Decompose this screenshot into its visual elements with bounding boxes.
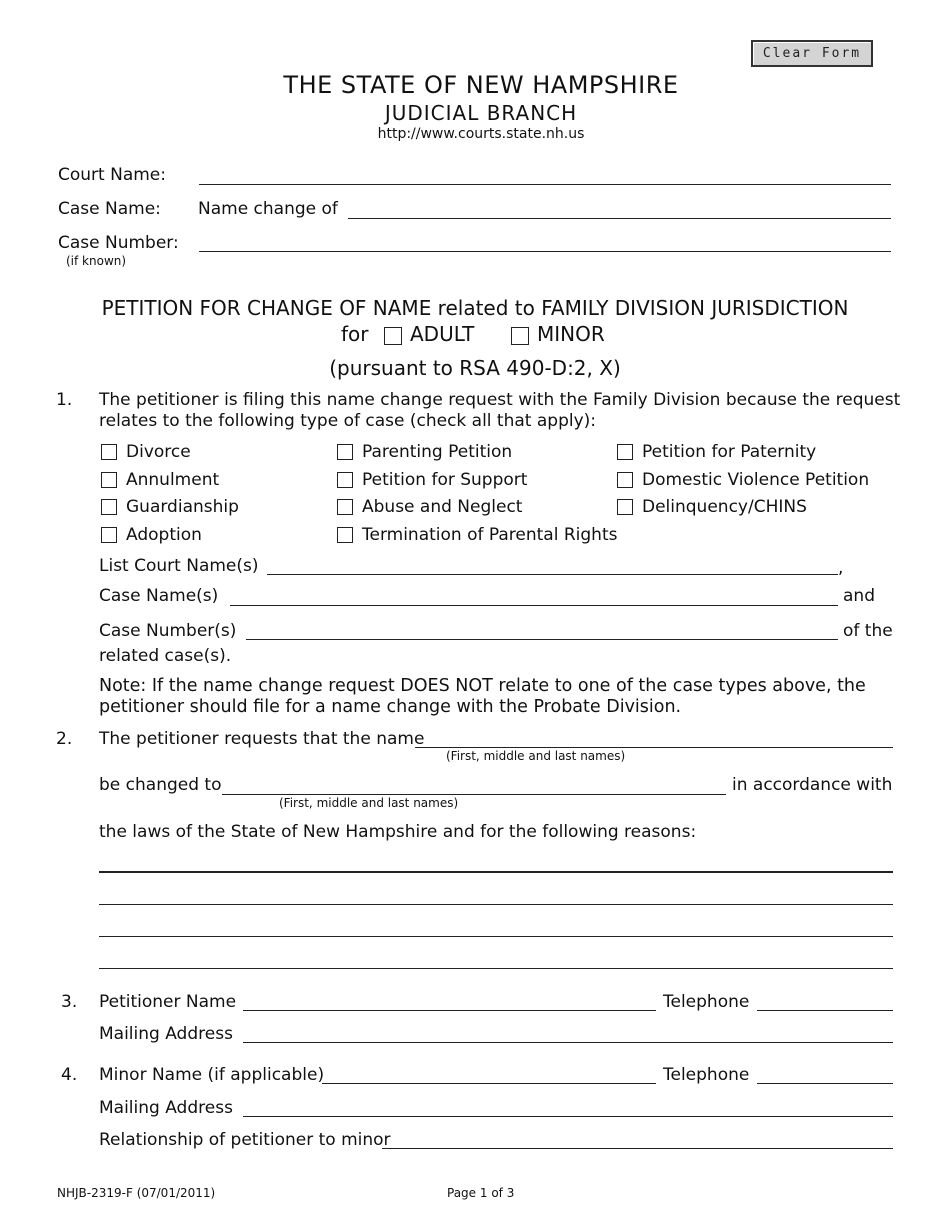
list-court-label: List Court Name(s): [99, 556, 259, 576]
list-court-field[interactable]: [267, 574, 838, 575]
branch-heading: JUDICIAL BRANCH: [384, 101, 578, 125]
case-number-field[interactable]: [199, 251, 891, 252]
case-numbers-label: Case Number(s): [99, 621, 237, 641]
petitioner-telephone-label: Telephone: [663, 992, 750, 1012]
section-3-number: 3.: [61, 992, 78, 1012]
guardianship-checkbox[interactable]: [101, 499, 117, 515]
relationship-label: Relationship of petitioner to minor: [99, 1130, 391, 1150]
section-1-text-1: The petitioner is filing this name change request with the Family Division because the request: [99, 390, 901, 410]
divorce-label: Divorce: [126, 442, 191, 462]
delinquency-chins-checkbox[interactable]: [617, 499, 633, 515]
petition-for-support-checkbox[interactable]: [337, 472, 353, 488]
court-url: http://www.courts.state.nh.us: [377, 126, 585, 142]
current-name-hint: (First, middle and last names): [446, 749, 626, 763]
annulment-checkbox[interactable]: [101, 472, 117, 488]
case-numbers-field[interactable]: [246, 639, 838, 640]
reasons-line-1[interactable]: [99, 871, 893, 873]
petitioner-name-label: Petitioner Name: [99, 992, 237, 1012]
section-4-number: 4.: [61, 1065, 78, 1085]
case-names-label: Case Name(s): [99, 586, 219, 606]
in-accordance-text: in accordance with: [732, 775, 893, 795]
termination-parental-rights-checkbox[interactable]: [337, 527, 353, 543]
minor-label: MINOR: [537, 322, 605, 346]
petitioner-mailing-label: Mailing Address: [99, 1024, 233, 1044]
note-line-2: petitioner should file for a name change with the Probate Division.: [99, 697, 682, 717]
guardianship-label: Guardianship: [126, 497, 239, 517]
minor-checkbox[interactable]: [511, 327, 529, 345]
case-names-field[interactable]: [230, 605, 838, 606]
minor-mailing-label: Mailing Address: [99, 1098, 233, 1118]
relationship-field[interactable]: [382, 1148, 893, 1149]
reasons-line-4[interactable]: [99, 968, 893, 969]
termination-parental-rights-label: Termination of Parental Rights: [362, 525, 618, 545]
changed-to-text: be changed to: [99, 775, 222, 795]
form-id: NHJB-2319-F (07/01/2011): [57, 1186, 216, 1200]
minor-mailing-field[interactable]: [243, 1116, 893, 1117]
adoption-checkbox[interactable]: [101, 527, 117, 543]
petition-title: PETITION FOR CHANGE OF NAME related to FAMILY DIVISION JURISDICTION: [101, 296, 849, 320]
of-the-text: of the: [843, 621, 893, 641]
petition-for-support-label: Petition for Support: [362, 470, 528, 490]
reasons-line-2[interactable]: [99, 904, 893, 905]
domestic-violence-label: Domestic Violence Petition: [642, 470, 870, 490]
minor-name-field[interactable]: [322, 1083, 656, 1084]
petitioner-mailing-field[interactable]: [243, 1042, 893, 1043]
case-name-prefix: Name change of: [198, 199, 338, 219]
petition-paternity-label: Petition for Paternity: [642, 442, 817, 462]
adoption-label: Adoption: [126, 525, 202, 545]
state-heading: THE STATE OF NEW HAMPSHIRE: [283, 71, 679, 99]
court-name-label: Court Name:: [58, 165, 166, 185]
petition-paternity-checkbox[interactable]: [617, 444, 633, 460]
new-name-field[interactable]: [222, 794, 726, 795]
parenting-petition-label: Parenting Petition: [362, 442, 513, 462]
adult-checkbox[interactable]: [384, 327, 402, 345]
domestic-violence-checkbox[interactable]: [617, 472, 633, 488]
and-text: and: [843, 586, 875, 606]
minor-name-label: Minor Name (if applicable): [99, 1065, 325, 1085]
comma-text: ,: [838, 558, 844, 578]
requests-text: The petitioner requests that the name: [99, 729, 425, 749]
if-known-note: (if known): [66, 254, 127, 268]
case-name-field[interactable]: [348, 218, 891, 219]
divorce-checkbox[interactable]: [101, 444, 117, 460]
abuse-neglect-checkbox[interactable]: [337, 499, 353, 515]
petitioner-name-field[interactable]: [243, 1010, 656, 1011]
page-number: Page 1 of 3: [447, 1186, 515, 1200]
annulment-label: Annulment: [126, 470, 220, 490]
current-name-field[interactable]: [415, 747, 893, 748]
delinquency-chins-label: Delinquency/CHINS: [642, 497, 807, 517]
case-name-label: Case Name:: [58, 199, 161, 219]
for-label: for: [341, 322, 369, 346]
reasons-line-3[interactable]: [99, 936, 893, 937]
abuse-neglect-label: Abuse and Neglect: [362, 497, 523, 517]
parenting-petition-checkbox[interactable]: [337, 444, 353, 460]
clear-form-button[interactable]: Clear Form: [751, 40, 873, 67]
section-1-text-2: relates to the following type of case (check all that apply):: [99, 411, 597, 431]
minor-telephone-field[interactable]: [757, 1083, 893, 1084]
related-cases-text: related case(s).: [99, 646, 232, 666]
section-2-number: 2.: [56, 729, 73, 749]
section-1-number: 1.: [56, 390, 73, 410]
pursuant-text: (pursuant to RSA 490-D:2, X): [329, 356, 621, 380]
minor-telephone-label: Telephone: [663, 1065, 750, 1085]
case-number-label: Case Number:: [58, 233, 179, 253]
court-name-field[interactable]: [199, 184, 891, 185]
laws-text: the laws of the State of New Hampshire and for the following reasons:: [99, 822, 697, 842]
new-name-hint: (First, middle and last names): [279, 796, 459, 810]
petitioner-telephone-field[interactable]: [757, 1010, 893, 1011]
note-line-1: Note: If the name change request DOES NOT relate to one of the case types above, the: [99, 676, 866, 696]
adult-label: ADULT: [410, 322, 475, 346]
